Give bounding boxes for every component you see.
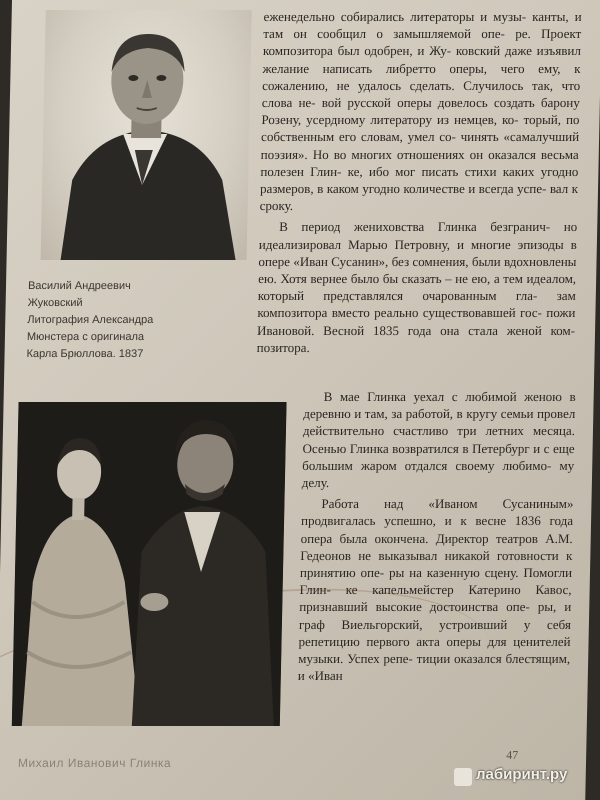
portrait-caption xyxy=(26,278,178,363)
text-line: удалось сделать. Случилось так, что слова не- xyxy=(261,77,581,111)
portrait-zhukovsky xyxy=(41,10,252,260)
text-line: продвигалась успешно, и к весне 1836 xyxy=(300,513,550,529)
text-line: театров А.М. Гедеонов не выказывал xyxy=(300,530,573,563)
text-line: Работа над «Иваном Сусаниным» xyxy=(321,496,574,512)
text-column-top xyxy=(257,8,582,356)
text-line: В период жениховства Глинка безгранич- xyxy=(279,219,564,235)
text-line: вал к сроку. xyxy=(259,181,579,214)
text-line: а тем идеалом, который представлялся очарованным гла- xyxy=(257,271,577,304)
caption-line: Жуковский xyxy=(27,297,83,309)
text-line: эпизоды в опере «Иван Сусанин», без сомнения, были xyxy=(258,236,578,269)
text-line: года опера была окончена. Директор xyxy=(300,513,574,546)
watermark-text: лабиринт.ру xyxy=(476,766,568,783)
text-line: ры на казенную сцену. Помогли Глин- xyxy=(299,565,573,598)
text-line: в каком угодно количестве и всегда успе- xyxy=(317,181,551,197)
photo-glinka-and-wife xyxy=(12,402,287,726)
text-line: в кругу семьи провел действительно xyxy=(302,406,576,439)
text-line: признавший высокие достоинства опе- xyxy=(299,599,538,615)
text-line: пожи Ивановой. Весной 1835 года она стала женой ком- xyxy=(256,305,576,338)
text-line: вой русской оперы довелось создать барону xyxy=(321,95,581,111)
text-line: ре. Проект композитора был одобрен, и Жу- xyxy=(262,26,582,59)
text-line: В мае Глинка уехал с любимой xyxy=(323,389,525,404)
text-line: вдохновлены ею. Хотя вернее было бы сказать – не ею, xyxy=(258,253,577,287)
text-line: зам композитора вместо реально существовавшей гос- xyxy=(257,288,576,321)
labirint-logo-icon xyxy=(454,768,472,786)
text-line: му делу. xyxy=(301,457,575,491)
text-line: большим жаром отдался своему любимо- xyxy=(302,457,560,473)
caption-line: Карла Брюллова. 1837 xyxy=(26,348,144,360)
text-line: торый, по собственным его словам, умел со- xyxy=(260,112,580,145)
caption-line: Василий Андреевич xyxy=(27,280,131,292)
text-line: женою в деревню и там, за работой, xyxy=(303,389,576,422)
text-line: ры, и граф Виельгорский, устроивший xyxy=(298,599,572,632)
text-line: счастливо три летних месяца. Осенью xyxy=(302,423,576,456)
running-footer-title: Михаил Иванович Глинка xyxy=(17,756,172,770)
paragraph xyxy=(302,388,576,491)
text-line: тиции оказался блестящим, и «Иван xyxy=(297,651,571,684)
text-column-bottom xyxy=(298,388,576,684)
text-line: ке капельмейстер Катерино Кавос, xyxy=(345,582,572,598)
text-line: чинять «самалучший поэзия». Но во многих xyxy=(260,129,580,162)
text-line: но идеализировал Марью Петровну, и многие xyxy=(258,219,578,252)
caption-line: Литография Александра xyxy=(27,314,154,326)
text-line: позитора. xyxy=(256,339,310,355)
page-number: 47 xyxy=(506,748,519,762)
text-line: Розену, усердному литератору из немцев, ко- xyxy=(261,112,524,128)
paragraph xyxy=(257,218,578,356)
paragraph xyxy=(260,8,582,214)
text-line: Глинка возвратился в Петербург и с еще xyxy=(349,440,575,456)
text-line: канты, и там он сообщил о замышляемой опе- xyxy=(263,9,582,42)
text-line: ковский даже изъявил желание написать xyxy=(262,43,582,76)
caption-line: Мюнстера с оригинала xyxy=(26,331,145,343)
paragraph xyxy=(298,495,574,684)
text-line: у себя репетицию первого акта оперы xyxy=(298,616,572,649)
text-line: отношениях он оказался весьма полезен Глин- xyxy=(260,146,579,179)
text-line: еженедельно собирались литераторы и музы- xyxy=(263,9,533,24)
text-line: никакой готовности к принятию опе- xyxy=(299,547,573,581)
text-line: для ценителей музыки. Успех репе- xyxy=(298,633,571,667)
text-line: либретто оперы, чего ему, к сожалению, не xyxy=(262,60,581,93)
text-line: ке, ибо мог писать стихи каких угодно размеров, xyxy=(259,163,579,197)
